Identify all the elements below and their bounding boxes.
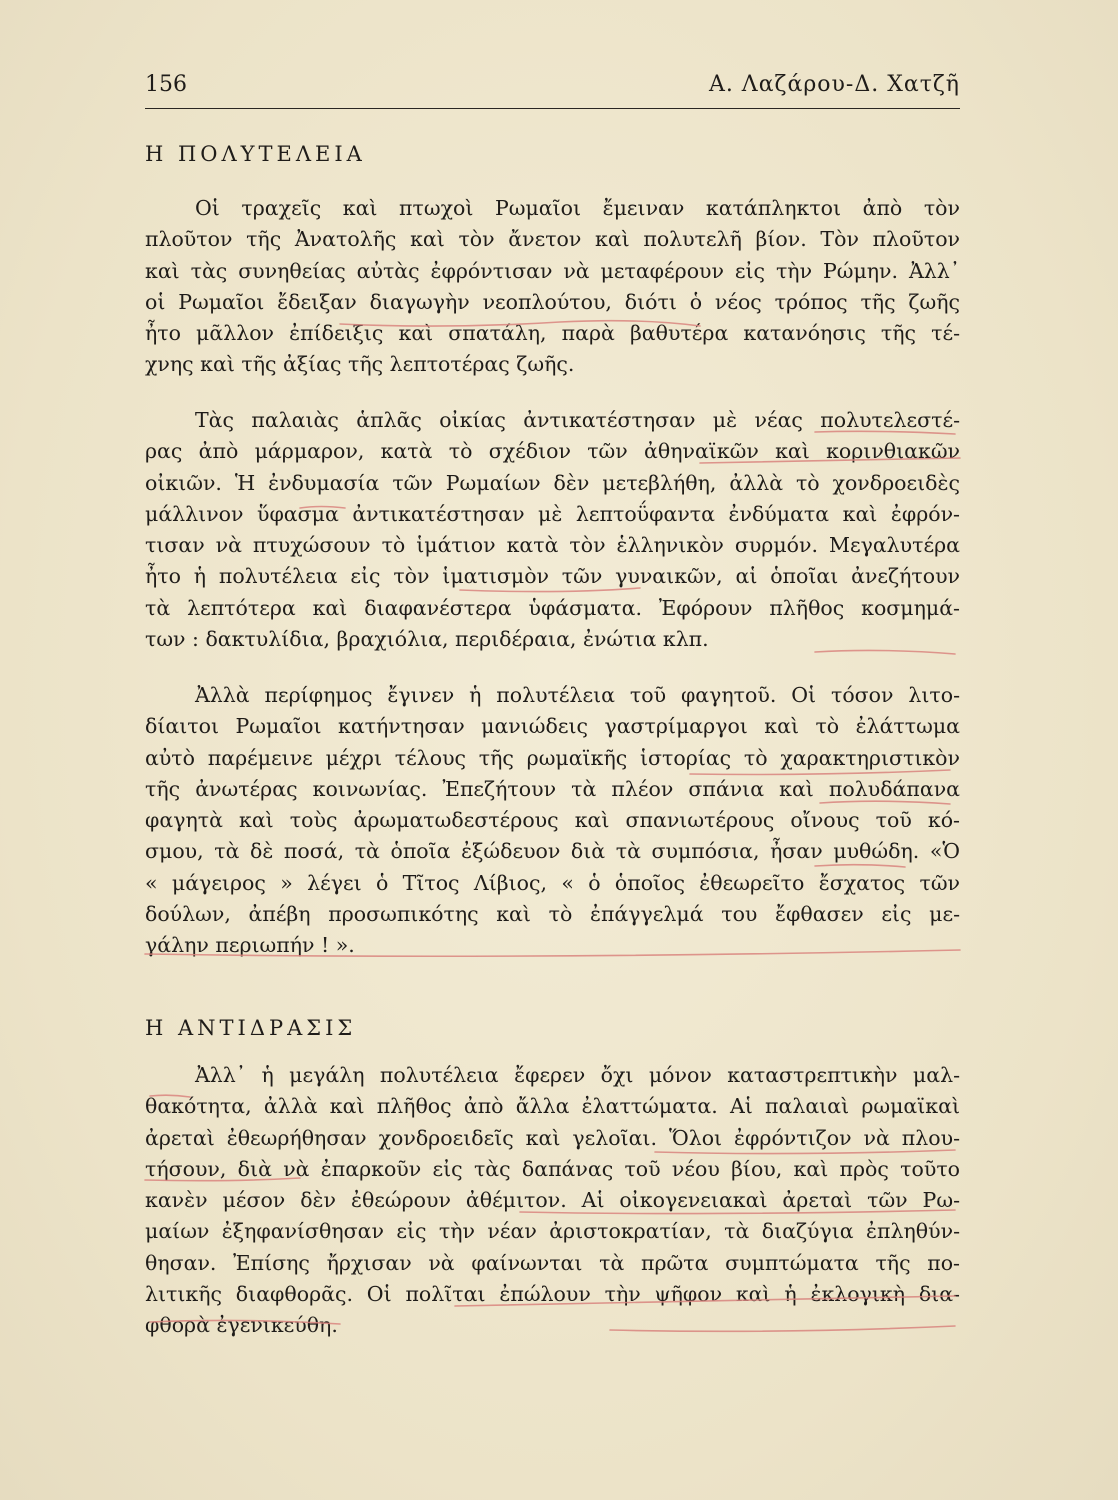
header-rule — [145, 108, 960, 109]
text-line: θησαν. Ἐπίσης ἤρχισαν νὰ φαίνωνται τὰ πρῶτα συμπτώματα τῆς πο- — [145, 1250, 960, 1275]
section-title-antidrasis: Η ΑΝΤΙΔΡΑΣΙΣ — [145, 1016, 357, 1040]
text-line: τήσουν, διὰ νὰ ἐπαρκοῦν εἰς τὰς δαπάνας τοῦ νέου βίου, καὶ πρὸς τοῦτο — [145, 1156, 960, 1181]
text-line: πλοῦτον τῆς Ἀνατολῆς καὶ τὸν ἄνετον καὶ πολυτελῆ βίον. Τὸν πλοῦτον — [145, 227, 960, 252]
text-line: φαγητὰ καὶ τοὺς ἀρωματωδεστέρους καὶ σπανιωτέρους οἴνους τοῦ κό- — [145, 808, 960, 833]
text-line: δούλων, ἀπέβη προσωπικότης καὶ τὸ ἐπάγγελμά του ἔφθασεν εἰς με- — [145, 902, 960, 927]
page-number: 156 — [145, 72, 187, 97]
text-line: οἱ Ρωμαῖοι ἔδειξαν διαγωγὴν νεοπλούτου, διότι ὁ νέος τρόπος τῆς ζωῆς — [145, 289, 960, 314]
text-line: τὰ λεπτότερα καὶ διαφανέστερα ὑφάσματα. Ἐφόρουν πλῆθος κοσμημά- — [145, 595, 960, 620]
paragraph — [145, 405, 960, 655]
text-line: γάλην περιωπήν ! ». — [145, 933, 355, 958]
text-line: Οἱ τραχεῖς καὶ πτωχοὶ Ρωμαῖοι ἔμειναν κατάπληκτοι ἀπὸ τὸν — [195, 196, 960, 220]
text-line: μάλλινον ὕφασμα ἀντικατέστησαν μὲ λεπτοΰφαντα ἐνδύματα καὶ ἐφρόν- — [145, 501, 960, 526]
paragraph — [145, 680, 960, 962]
text-line: Ἀλλὰ περίφημος ἔγινεν ἡ πολυτέλεια τοῦ φαγητοῦ. Οἱ τόσον λιτο- — [195, 683, 960, 707]
text-line: ἀρεταὶ ἐθεωρήθησαν χονδροειδεῖς καὶ γελοῖαι. Ὅλοι ἐφρόντιζον νὰ πλου- — [145, 1125, 960, 1150]
text-line: δίαιτοι Ρωμαῖοι κατήντησαν μανιώδεις γαστρίμαργοι καὶ τὸ ἐλάττωμα — [145, 714, 960, 739]
text-line: σμου, τὰ δὲ ποσά, τὰ ὁποῖα ἐξώδευον διὰ τὰ συμπόσια, ἦσαν μυθώδη. «Ὁ — [145, 839, 960, 864]
text-line: κανὲν μέσον δὲν ἐθεώρουν ἀθέμιτον. Αἱ οἰκογενειακαὶ ἀρεταὶ τῶν Ρω- — [145, 1188, 960, 1213]
text-line: των : δακτυλίδια, βραχιόλια, περιδέραια, ἐνώτια κλπ. — [145, 627, 709, 652]
text-line: τισαν νὰ πτυχώσουν τὸ ἱμάτιον κατὰ τὸν ἑλληνικὸν συρμόν. Μεγαλυτέρα — [145, 533, 960, 558]
text-line: « μάγειρος » λέγει ὁ Τῖτος Λίβιος, « ὁ ὁποῖος ἐθεωρεῖτο ἔσχατος τῶν — [145, 870, 960, 895]
paragraph — [145, 1060, 960, 1342]
text-line: αὐτὸ παρέμεινε μέχρι τέλους τῆς ρωμαϊκῆς ἱστορίας τὸ χαρακτηριστικὸν — [145, 745, 960, 770]
text-line: μαίων ἐξηφανίσθησαν εἰς τὴν νέαν ἀριστοκρατίαν, τὰ διαζύγια ἐπληθύν- — [145, 1219, 960, 1244]
text-line: οἰκιῶν. Ἡ ἐνδυμασία τῶν Ρωμαίων δὲν μετεβλήθη, ἀλλὰ τὸ χονδροειδὲς — [145, 470, 960, 495]
page-header — [145, 72, 960, 106]
paragraph — [145, 193, 960, 381]
running-head: Α. Λαζάρου-Δ. Χατζῆ — [708, 72, 960, 97]
text-line: θακότητα, ἀλλὰ καὶ πλῆθος ἀπὸ ἄλλα ἐλαττώματα. Αἱ παλαιαὶ ρωμαϊκαὶ — [145, 1094, 960, 1119]
text-line: καὶ τὰς συνηθείας αὐτὰς ἐφρόντισαν νὰ μεταφέρουν εἰς τὴν Ρώμην. Ἀλλ᾽ — [145, 258, 960, 283]
text-line: φθορὰ ἐγενικεύθη. — [145, 1313, 338, 1338]
text-line: χνης καὶ τῆς ἀξίας τῆς λεπτοτέρας ζωῆς. — [145, 352, 575, 377]
text-line: τῆς ἀνωτέρας κοινωνίας. Ἐπεζήτουν τὰ πλέον σπάνια καὶ πολυδάπανα — [145, 776, 960, 801]
text-line: ἦτο ἡ πολυτέλεια εἰς τὸν ἱματισμὸν τῶν γυναικῶν, αἱ ὁποῖαι ἀνεζήτουν — [145, 564, 960, 589]
text-line: ἦτο μᾶλλον ἐπίδειξις καὶ σπατάλη, παρὰ βαθυτέρα κατανόησις τῆς τέ- — [145, 321, 960, 346]
section-title-polyteleia: Η ΠΟΛΥΤΕΛΕΙΑ — [145, 142, 366, 166]
text-line: Τὰς παλαιὰς ἁπλᾶς οἰκίας ἀντικατέστησαν μὲ νέας πολυτελεστέ- — [195, 408, 960, 432]
text-line: Ἀλλ᾽ ἡ μεγάλη πολυτέλεια ἔφερεν ὄχι μόνον καταστρεπτικὴν μαλ- — [195, 1063, 960, 1087]
text-line: ρας ἀπὸ μάρμαρον, κατὰ τὸ σχέδιον τῶν ἀθηναϊκῶν καὶ κορινθιακῶν — [145, 439, 960, 464]
text-line: λιτικῆς διαφθορᾶς. Οἱ πολῖται ἐπώλουν τὴν ψῆφον καὶ ἡ ἐκλογικὴ δια- — [145, 1282, 960, 1307]
